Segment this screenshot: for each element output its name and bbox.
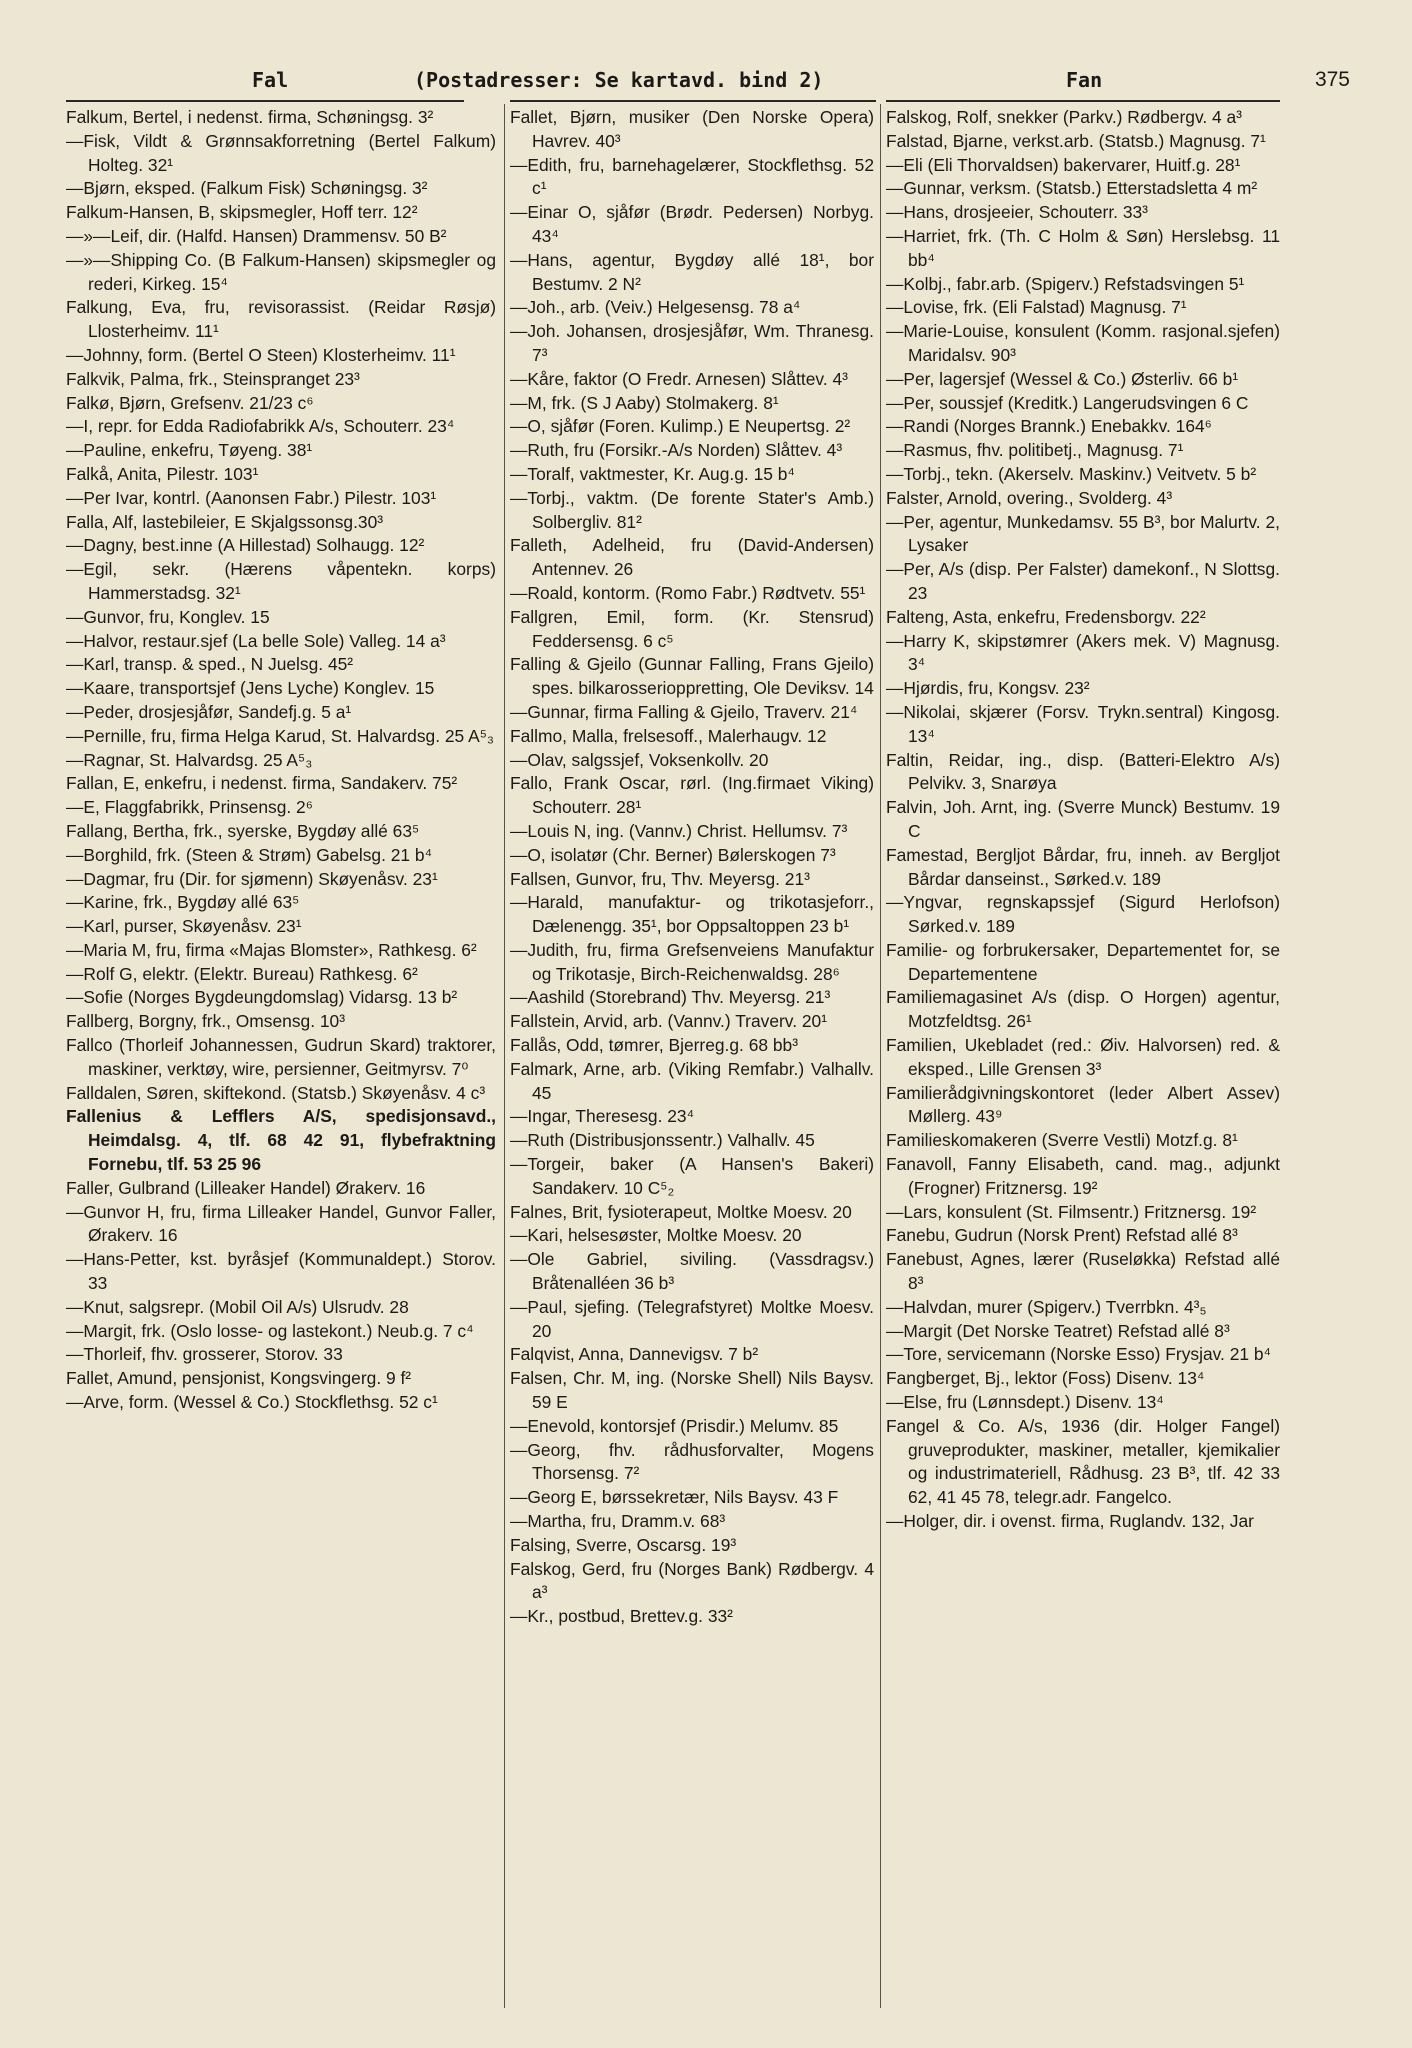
directory-entry: —Thorleif, fhv. grosserer, Storov. 33 [66, 1344, 343, 1365]
directory-entry: —Holger, dir. i ovenst. firma, Ruglandv. 132, Jar [886, 1511, 1254, 1532]
directory-entry: —Karine, frk., Bygdøy allé 63⁵ [66, 892, 300, 913]
directory-entry: —Tore, servicemann (Norske Esso) Frysjav. 21 b⁴ [886, 1344, 1272, 1365]
directory-entry: —»—Leif, dir. (Halfd. Hansen) Drammensv. 50 B² [66, 225, 447, 246]
directory-entry: —Kolbj., fabr.arb. (Spigerv.) Refstadsvingen 5¹ [886, 273, 1245, 294]
directory-entry: Fallgren, Emil, form. (Kr. Stensrud) Feddersensg. 6 c⁵ [510, 606, 874, 651]
directory-entry: —O, sjåfør (Foren. Kulimp.) E Neupertsg. 2² [510, 416, 851, 437]
directory-entry: —Joh., arb. (Veiv.) Helgesensg. 78 a⁴ [510, 297, 801, 318]
directory-entry: —Maria M, fru, firma «Majas Blomster», Rathkesg. 6² [66, 939, 477, 960]
directory-entry: —Hjørdis, fru, Kongsv. 23² [886, 678, 1090, 699]
directory-entry: —Einar O, sjåfør (Brødr. Pedersen) Norbyg. 43⁴ [510, 202, 874, 246]
directory-entry: —Rolf G, elektr. (Elektr. Bureau) Rathkesg. 6² [66, 963, 418, 984]
directory-entry: —Rasmus, fhv. politibetj., Magnusg. 7¹ [886, 440, 1184, 461]
directory-entry: Fallang, Bertha, frk., syerske, Bygdøy allé 63⁵ [66, 820, 420, 841]
column-divider [504, 104, 505, 2008]
directory-entry: —Per, agentur, Munkedamsv. 55 B³, bor Malurtv. 2, Lysaker [886, 511, 1280, 556]
directory-entry: —Sofie (Norges Bygdeungdomslag) Vidarsg. 13 b² [66, 987, 458, 1008]
directory-entry: —Kr., postbud, Brettev.g. 33² [510, 1606, 733, 1627]
directory-entry: Fallet, Amund, pensjonist, Kongsvingerg. 9 f² [66, 1368, 412, 1389]
directory-entry: Falla, Alf, lastebileier, E Skjalgssonsg.30³ [66, 511, 384, 532]
directory-entry: —Enevold, kontorsjef (Prisdir.) Melumv. 85 [510, 1415, 839, 1436]
directory-entry: Falnes, Brit, fysioterapeut, Moltke Moesv. 20 [510, 1201, 852, 1222]
directory-entry: Familien, Ukebladet (red.: Øiv. Halvorsen) red. & eksped., Lille Grensen 3³ [886, 1035, 1280, 1079]
directory-entry: Falkø, Bjørn, Grefsenv. 21/23 c⁶ [66, 392, 314, 413]
directory-entry: Familieskomakeren (Sverre Vestli) Motzf.g. 8¹ [886, 1130, 1238, 1151]
directory-entry: —E, Flaggfabrikk, Prinsensg. 2⁶ [66, 797, 313, 818]
directory-entry: —Louis N, ing. (Vannv.) Christ. Hellumsv. 7³ [510, 820, 848, 841]
directory-entry: Fallstein, Arvid, arb. (Vannv.) Traverv. 20¹ [510, 1011, 828, 1032]
directory-entry: Falkvik, Palma, frk., Steinspranget 23³ [66, 368, 360, 389]
directory-entry: —Gunvor H, fru, firma Lilleaker Handel, Gunvor Faller, Ørakerv. 16 [66, 1201, 496, 1246]
directory-entry: —Gunnar, firma Falling & Gjeilo, Traverv. 21⁴ [510, 701, 858, 722]
directory-entry: —Georg E, børssekretær, Nils Baysv. 43 F [510, 1487, 839, 1508]
directory-entry: —Ole Gabriel, siviling. (Vassdragsv.) Bråtenalléen 36 b³ [510, 1249, 874, 1294]
directory-entry: —Karl, transp. & sped., N Juelsg. 45² [66, 654, 354, 675]
directory-entry: —Halvdan, murer (Spigerv.) Tverrbkn. 4³₅ [886, 1296, 1207, 1317]
directory-entry: Fallan, E, enkefru, i nedenst. firma, Sandakerv. 75² [66, 773, 458, 794]
directory-entry: Falqvist, Anna, Dannevigsv. 7 b² [510, 1344, 759, 1365]
directory-entry: —Halvor, restaur.sjef (La belle Sole) Valleg. 14 a³ [66, 630, 446, 651]
directory-column-2 [510, 106, 874, 2008]
directory-entry: —Edith, fru, barnehagelærer, Stockflethsg. 52 c¹ [510, 154, 874, 199]
directory-entry: —Lars, konsulent (St. Filmsentr.) Fritznersg. 19² [886, 1201, 1257, 1222]
directory-entry: —Torbj., tekn. (Akerselv. Maskinv.) Veitvetv. 5 b² [886, 463, 1257, 484]
directory-entry: —Per, A/s (disp. Per Falster) damekonf., N Slottsg. 23 [886, 559, 1280, 603]
directory-entry: —Joh. Johansen, drosjesjåfør, Wm. Thranesg. 7³ [510, 321, 874, 365]
directory-entry: Falkum-Hansen, B, skipsmegler, Hoff terr. 12² [66, 202, 418, 223]
directory-entry: —Kaare, transportsjef (Jens Lyche) Konglev. 15 [66, 678, 435, 699]
directory-entry: Fallberg, Borgny, frk., Omsensg. 10³ [66, 1011, 345, 1032]
page-header [66, 64, 1350, 98]
directory-entry: —Gunnar, verksm. (Statsb.) Etterstadsletta 4 m² [886, 178, 1258, 199]
directory-entry: Fallmo, Malla, frelsesoff., Malerhaugv. 12 [510, 725, 827, 746]
directory-entry: —Georg, fhv. rådhusforvalter, Mogens Thorsensg. 7² [510, 1439, 874, 1484]
directory-entry: Falmark, Arne, arb. (Viking Remfabr.) Valhallv. 45 [510, 1058, 874, 1103]
directory-entry: —Knut, salgsrepr. (Mobil Oil A/s) Ulsrudv. 28 [66, 1296, 409, 1317]
directory-entry: —Harriet, frk. (Th. C Holm & Søn) Herslebsg. 11 bb⁴ [886, 225, 1280, 270]
directory-entry: —Johnny, form. (Bertel O Steen) Klosterheimv. 11¹ [66, 344, 456, 365]
directory-entry: Fallo, Frank Oscar, rørl. (Ing.firmaet Viking) Schouterr. 28¹ [510, 773, 874, 818]
directory-entry: —Bjørn, eksped. (Falkum Fisk) Schøningsg. 3² [66, 178, 428, 199]
directory-entry: Falsen, Chr. M, ing. (Norske Shell) Nils Baysv. 59 E [510, 1368, 874, 1413]
directory-entry: Falsing, Sverre, Oscarsg. 19³ [510, 1534, 737, 1555]
directory-entry: —Dagny, best.inne (A Hillestad) Solhaugg. 12² [66, 535, 425, 556]
directory-entry: Falleth, Adelheid, fru (David-Andersen) Antennev. 26 [510, 535, 874, 580]
directory-entry: —Paul, sjefing. (Telegrafstyret) Moltke Moesv. 20 [510, 1296, 874, 1341]
directory-entry: Famestad, Bergljot Bårdar, fru, inneh. av Bergljot Bårdar danseinst., Sørked.v. 189 [886, 844, 1280, 889]
directory-entry: —Peder, drosjesjåfør, Sandefj.g. 5 a¹ [66, 701, 352, 722]
directory-entry: —I, repr. for Edda Radiofabrikk A/s, Schouterr. 23⁴ [66, 416, 455, 437]
directory-entry: —Dagmar, fru (Dir. for sjømenn) Skøyenåsv. 23¹ [66, 868, 438, 889]
directory-entry: Falling & Gjeilo (Gunnar Falling, Frans Gjeilo) spes. bilkarosserioppretting, Ole Deviksv. 14 [510, 654, 874, 699]
directory-entry: —Judith, fru, firma Grefsenveiens Manufaktur og Trikotasje, Birch-Reichenwaldsg. 28⁶ [510, 939, 874, 984]
directory-column-1 [66, 106, 496, 2008]
directory-entry: Falteng, Asta, enkefru, Fredensborgv. 22² [886, 606, 1206, 627]
directory-entry: Falstad, Bjarne, verkst.arb. (Statsb.) Magnusg. 7¹ [886, 130, 1266, 151]
directory-entry: —Gunvor, fru, Konglev. 15 [66, 606, 270, 627]
directory-entry: Fangel & Co. A/s, 1936 (dir. Holger Fangel) gruveprodukter, maskiner, metaller, kjemikalier og industrimateriell, Rådhusg. 23 B³, tlf. 42 33 62, 41 45 78, telegr.adr. Fangelco. [886, 1415, 1280, 1508]
directory-entry: Falskog, Gerd, fru (Norges Bank) Rødbergv. 4 a³ [510, 1558, 874, 1603]
directory-entry: —Lovise, frk. (Eli Falstad) Magnusg. 7¹ [886, 297, 1187, 318]
directory-entry: —Kari, helsesøster, Moltke Moesv. 20 [510, 1225, 802, 1246]
directory-entry: Familiemagasinet A/s (disp. O Horgen) agentur, Motzfeldtsg. 26¹ [886, 987, 1280, 1032]
directory-entry: —Else, fru (Lønnsdept.) Disenv. 13⁴ [886, 1392, 1164, 1413]
directory-entry: —Harald, manufaktur- og trikotasjeforr., Dælenengg. 35¹, bor Oppsaltoppen 23 b¹ [510, 892, 874, 937]
directory-entry: —Borghild, frk. (Steen & Strøm) Gabelsg. 21 b⁴ [66, 844, 433, 865]
directory-entry: Fangberget, Bj., lektor (Foss) Disenv. 13⁴ [886, 1368, 1205, 1389]
directory-entry: —Harry K, skipstømrer (Akers mek. V) Magnusg. 3⁴ [886, 630, 1280, 675]
directory-entry: —Nikolai, skjærer (Forsv. Trykn.sentral) Kingosg. 13⁴ [886, 701, 1280, 746]
directory-entry: —»—Shipping Co. (B Falkum-Hansen) skipsmegler og rederi, Kirkeg. 15⁴ [66, 249, 496, 294]
directory-entry: —Torgeir, baker (A Hansen's Bakeri) Sandakerv. 10 C⁵₂ [510, 1154, 874, 1198]
directory-entry: Fanebu, Gudrun (Norsk Prent) Refstad allé 8³ [886, 1225, 1238, 1246]
directory-entry: Fallco (Thorleif Johannessen, Gudrun Skard) traktorer, maskiner, verktøy, wire, persienner, Geitmyrsv. 7⁰ [66, 1035, 496, 1079]
directory-entry: Faltin, Reidar, ing., disp. (Batteri-Elektro A/s) Pelvikv. 3, Snarøya [886, 749, 1280, 794]
directory-entry: Fanavoll, Fanny Elisabeth, cand. mag., adjunkt (Frogner) Fritznersg. 19² [886, 1154, 1280, 1198]
directory-entry: —Martha, fru, Dramm.v. 68³ [510, 1511, 726, 1532]
directory-entry: —Randi (Norges Brannk.) Enebakkv. 164⁶ [886, 416, 1212, 437]
directory-entry: —Ruth (Distribusjonssentr.) Valhallv. 45 [510, 1130, 815, 1151]
header-rule-right [886, 100, 1280, 102]
directory-entry: —Arve, form. (Wessel & Co.) Stockflethsg. 52 c¹ [66, 1392, 438, 1413]
directory-entry: Familierådgivningskontoret (leder Albert Assev) Møllerg. 43⁹ [886, 1082, 1280, 1127]
directory-entry: —Marie-Louise, konsulent (Komm. rasjonal.sjefen) Maridalsv. 90³ [886, 321, 1280, 365]
directory-entry: —Ingar, Theresesg. 23⁴ [510, 1106, 695, 1127]
directory-entry: —Per Ivar, kontrl. (Aanonsen Fabr.) Pilestr. 103¹ [66, 487, 437, 508]
directory-entry: Fallet, Bjørn, musiker (Den Norske Opera) Havrev. 40³ [510, 107, 874, 151]
directory-entry: —Margit, frk. (Oslo losse- og lastekont.) Neub.g. 7 c⁴ [66, 1320, 474, 1341]
directory-entry: Falkå, Anita, Pilestr. 103¹ [66, 463, 259, 484]
directory-entry: —Hans, agentur, Bygdøy allé 18¹, bor Bestumv. 2 N² [510, 249, 874, 294]
directory-entry: —Pernille, fru, firma Helga Karud, St. Halvardsg. 25 A⁵₃ [66, 725, 494, 746]
header-rule-left [66, 100, 464, 102]
directory-entry: Falkum, Bertel, i nedenst. firma, Schøningsg. 3² [66, 107, 434, 127]
directory-entry: Fallsen, Gunvor, fru, Thv. Meyersg. 21³ [510, 868, 810, 889]
directory-entry: —Kåre, faktor (O Fredr. Arnesen) Slåttev. 4³ [510, 368, 848, 389]
directory-entry: Falvin, Joh. Arnt, ing. (Sverre Munck) Bestumv. 19 C [886, 797, 1280, 841]
directory-entry: Faller, Gulbrand (Lilleaker Handel) Ørakerv. 16 [66, 1177, 426, 1198]
directory-entry: Fallås, Odd, tømrer, Bjerreg.g. 68 bb³ [510, 1035, 799, 1056]
directory-entry: —Toralf, vaktmester, Kr. Aug.g. 15 b⁴ [510, 463, 795, 484]
directory-entry: —Aashild (Storebrand) Thv. Meyersg. 21³ [510, 987, 831, 1008]
directory-column-3 [886, 106, 1280, 2008]
directory-entry: Falster, Arnold, overing., Svolderg. 4³ [886, 487, 1173, 508]
directory-entry: —Ruth, fru (Forsikr.-A/s Norden) Slåttev. 4³ [510, 440, 843, 461]
directory-entry: —Olav, salgssjef, Voksenkollv. 20 [510, 749, 769, 770]
directory-entry: —Hans-Petter, kst. byråsjef (Kommunaldept.) Storov. 33 [66, 1249, 496, 1294]
directory-entry: Falskog, Rolf, snekker (Parkv.) Rødbergv. 4 a³ [886, 107, 1242, 127]
header-postal-note: (Postadresser: Se kartavd. bind 2) [414, 68, 824, 92]
header-rule-middle [510, 100, 876, 102]
directory-entry: —Yngvar, regnskapssjef (Sigurd Herlofson) Sørked.v. 189 [886, 892, 1280, 937]
header-right-keyword: Fan [1066, 68, 1103, 92]
directory-entry: —Margit (Det Norske Teatret) Refstad allé 8³ [886, 1320, 1230, 1341]
directory-entry: —Per, lagersjef (Wessel & Co.) Østerliv. 66 b¹ [886, 368, 1239, 389]
page-number: 375 [1314, 68, 1350, 91]
directory-entry: —Karl, purser, Skøyenåsv. 23¹ [66, 916, 302, 937]
directory-entry: Falkung, Eva, fru, revisorassist. (Reidar Røsjø) Llosterheimv. 11¹ [66, 297, 496, 342]
directory-entry: —Per, soussjef (Kreditk.) Langerudsvingen 6 C [886, 392, 1249, 413]
directory-entry: —Roald, kontorm. (Romo Fabr.) Rødtvetv. 55¹ [510, 582, 866, 603]
directory-entry: Fallenius & Lefflers A/S, spedisjonsavd., Heimdalsg. 4, tlf. 68 42 91, flybefraktning Fornebu, tlf. 53 25 96 [66, 1106, 496, 1175]
column-divider [880, 104, 881, 2008]
header-left-keyword: Fal [252, 68, 289, 92]
directory-entry: —Fisk, Vildt & Grønnsakforretning (Bertel Falkum) Holteg. 32¹ [66, 130, 496, 175]
directory-entry: —Eli (Eli Thorvaldsen) bakervarer, Huitf.g. 28¹ [886, 154, 1241, 175]
directory-entry: Fanebust, Agnes, lærer (Ruseløkka) Refstad allé 8³ [886, 1249, 1280, 1294]
directory-entry: Familie- og forbrukersaker, Departementet for, se Departementene [886, 939, 1280, 984]
directory-entry: —Egil, sekr. (Hærens våpentekn. korps) Hammerstadsg. 32¹ [66, 559, 496, 603]
directory-entry: —Hans, drosjeeier, Schouterr. 33³ [886, 202, 1148, 223]
directory-entry: —O, isolatør (Chr. Berner) Bølerskogen 7³ [510, 844, 836, 865]
directory-entry: —M, frk. (S J Aaby) Stolmakerg. 8¹ [510, 392, 779, 413]
directory-entry: Falldalen, Søren, skiftekond. (Statsb.) Skøyenåsv. 4 c³ [66, 1082, 486, 1103]
directory-entry: —Ragnar, St. Halvardsg. 25 A⁵₃ [66, 749, 313, 770]
directory-entry: —Pauline, enkefru, Tøyeng. 38¹ [66, 440, 313, 461]
directory-entry: —Torbj., vaktm. (De forente Stater's Amb.) Solbergliv. 81² [510, 487, 874, 532]
